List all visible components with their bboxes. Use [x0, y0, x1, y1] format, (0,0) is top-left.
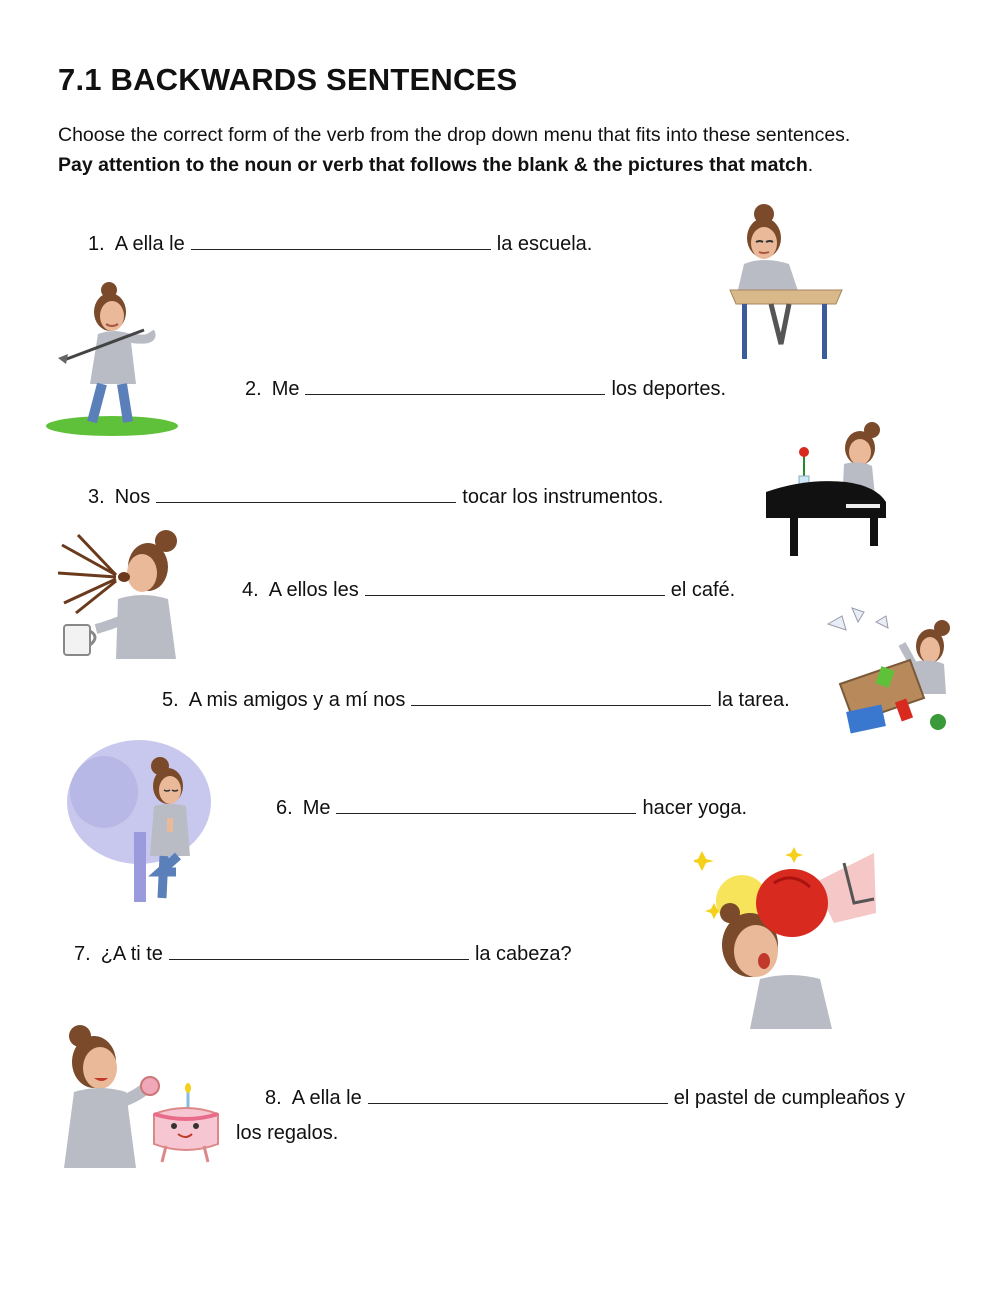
girl-flipping-desk-icon [818, 604, 958, 746]
question-number: 3. [88, 486, 105, 508]
question-5 [162, 687, 790, 712]
page-title: 7.1 BACKWARDS SENTENCES [58, 62, 518, 97]
answer-dropdown-3[interactable] [156, 484, 456, 503]
question-number: 5. [162, 689, 179, 711]
question-number: 8. [265, 1087, 282, 1109]
answer-dropdown-4[interactable] [365, 577, 665, 596]
instructions [58, 120, 958, 180]
question-number: 7. [74, 943, 91, 965]
question-after: tocar los instrumentos. [462, 486, 664, 508]
question-after: la escuela. [496, 233, 593, 255]
question-before: Me [271, 378, 300, 400]
question-before: A ellos les [268, 579, 359, 601]
question-number: 4. [242, 579, 259, 601]
question-after: la tarea. [717, 689, 790, 711]
answer-dropdown-1[interactable] [191, 231, 491, 250]
question-number: 6. [276, 797, 293, 819]
answer-dropdown-7[interactable] [169, 941, 469, 960]
answer-dropdown-5[interactable] [411, 687, 711, 706]
question-before: A ella le [114, 233, 185, 255]
question-before: Me [302, 797, 331, 819]
girl-doing-yoga-icon [64, 732, 214, 907]
instruction-plain: Choose the correct form of the verb from the drop down menu that fits into these sentences. [58, 124, 851, 146]
girl-with-birthday-cake-icon [54, 1022, 224, 1172]
question-after: el pastel de cumpleaños y [673, 1087, 905, 1109]
question-1 [88, 231, 592, 256]
question-before: ¿A ti te [100, 943, 163, 965]
question-8-continuation: los regalos. [236, 1122, 339, 1144]
bored-girl-at-desk-icon [726, 198, 846, 363]
question-after: hacer yoga. [642, 797, 747, 819]
question-8 [265, 1085, 905, 1110]
question-after: los deportes. [611, 378, 726, 400]
question-4 [242, 577, 735, 602]
question-before: A mis amigos y a mí nos [188, 689, 406, 711]
girl-playing-piano-icon [760, 418, 890, 560]
golfing-girl-icon [44, 280, 184, 440]
answer-dropdown-6[interactable] [336, 795, 636, 814]
question-3 [88, 484, 663, 509]
girl-hit-by-boxing-glove-icon [694, 843, 879, 1033]
question-after: la cabeza? [474, 943, 572, 965]
question-number: 1. [88, 233, 105, 255]
question-number: 2. [245, 378, 262, 400]
question-2 [245, 376, 726, 401]
question-after: el café. [670, 579, 736, 601]
answer-dropdown-8[interactable] [368, 1085, 668, 1104]
question-6 [276, 795, 747, 820]
girl-spitting-coffee-icon [58, 525, 188, 661]
question-before: Nos [114, 486, 151, 508]
question-7 [74, 941, 572, 966]
answer-dropdown-2[interactable] [305, 376, 605, 395]
instruction-end: . [807, 154, 814, 176]
question-before: A ella le [291, 1087, 362, 1109]
instruction-bold: Pay attention to the noun or verb that follows the blank & the pictures that match [58, 154, 808, 176]
